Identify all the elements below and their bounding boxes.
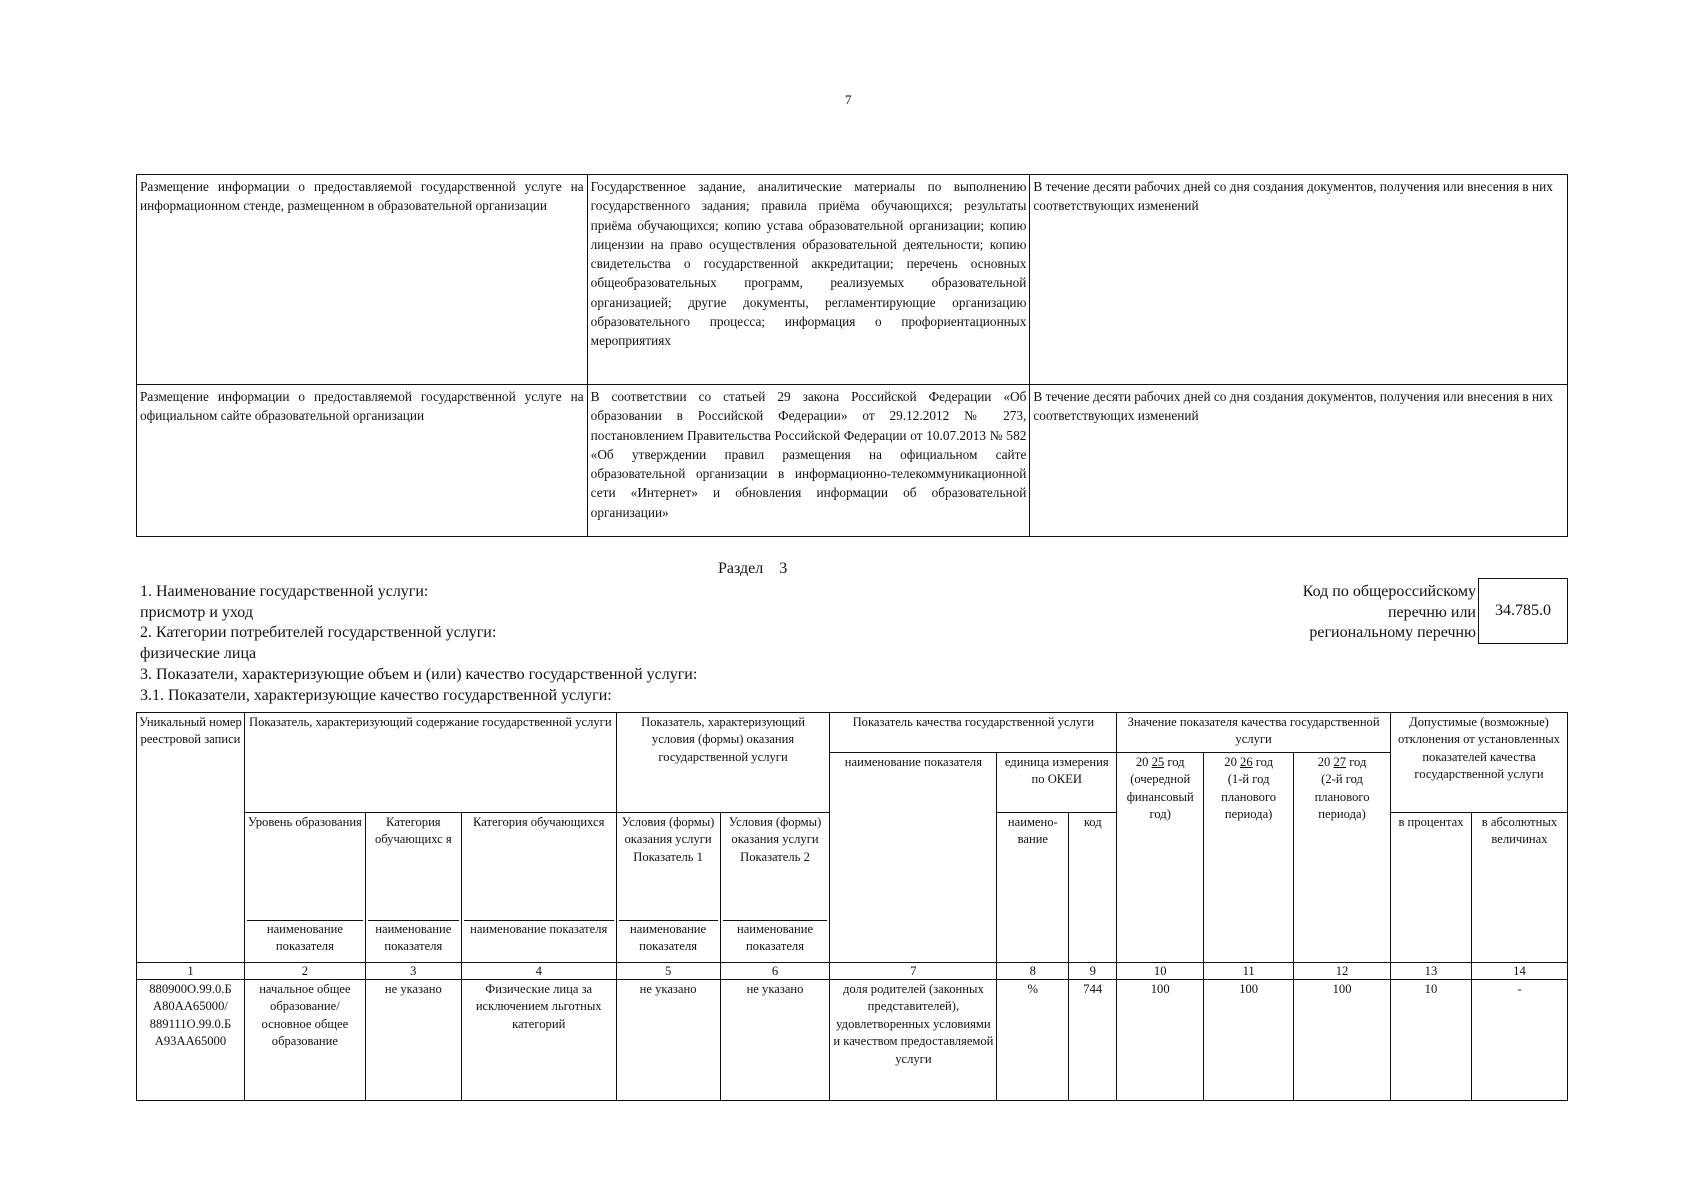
table-row (137, 175, 1568, 385)
condition2-subheader: Условия (формы) оказания услуги Показатель 2 наименование показателя (720, 813, 830, 963)
value3-cell: 100 (1294, 980, 1391, 1101)
content-indicator-header: Показатель, характеризующий содержание государственной услуги (244, 713, 616, 813)
conditions-indicator-header: Показатель, характеризующий условия (формы) оказания государственной услуги (616, 713, 830, 813)
deviation-header: Допустимые (возможные) отклонения от установленных показателей качества государственной услуги (1391, 713, 1568, 813)
category2-cell: Физические лица за исключением льготных категорий (461, 980, 616, 1101)
unit-code-subheader: код (1069, 813, 1117, 963)
quality-values-header: Значение показателя качества государственной услуги (1117, 713, 1391, 753)
year1-header: 20 25 год (очередной финансовый год) (1117, 753, 1204, 963)
consumer-category-value: физические лица (140, 645, 257, 663)
unit-name-cell: % (997, 980, 1069, 1101)
indicator-cell: доля родителей (законных представителей), удовлетворенных условиями и качеством предоставляемой услуги (830, 980, 997, 1101)
section-lines (140, 582, 697, 706)
quality-indicators-heading: 3.1. Показатели, характеризующие качество государственной услуги: (140, 686, 612, 704)
section-title: Раздел 3 (718, 560, 788, 577)
category1-subheader: Категория обучающихс я наименование показателя (365, 813, 461, 963)
quality-indicator-header: Показатель качества государственной услуги (830, 713, 1117, 753)
year2-header: 20 26 год (1-й год планового периода) (1204, 753, 1294, 963)
absolute-subheader: в абсолютных величинах (1471, 813, 1567, 963)
deviation-absolute-cell: - (1471, 980, 1567, 1101)
placement-content-cell: В соответствии со статьей 29 закона Российской Федерации «Об образовании в Российской Федерации» от 29.12.2012 № 273, постановлением Правительства Российской Федерации от 10.07.2013 № 582 «Об утверждении правил размещения на официальном сайте образовательной организации в информационно-телекоммуникационной сети «Интернет» и обновления информации об образовательной организации» (587, 385, 1030, 537)
condition1-subheader: Условия (формы) оказания услуги Показатель 1 наименование показателя (616, 813, 720, 963)
level-cell: начальное общее образование/ основное общее образование (244, 980, 365, 1101)
unit-code-cell: 744 (1069, 980, 1117, 1101)
condition2-cell: не указано (720, 980, 830, 1101)
quality-indicators-table (136, 712, 1568, 1101)
header-row (137, 713, 1568, 753)
placement-method-cell: Размещение информации о предоставляемой государственной услуге на информационном стенде, размещенном в образовательной организации (137, 175, 588, 385)
registry-code-value: 34.785.0 (1495, 602, 1551, 619)
unit-name-subheader: наимено-вание (997, 813, 1069, 963)
indicators-heading: 3. Показатели, характеризующие объем и (или) качество государственной услуги: (140, 665, 698, 683)
table-row (137, 980, 1568, 1101)
value1-cell: 100 (1117, 980, 1204, 1101)
condition1-cell: не указано (616, 980, 720, 1101)
placement-frequency-cell: В течение десяти рабочих дней со дня создания документов, получения или внесения в них соответствующих изменений (1030, 175, 1568, 385)
placement-method-cell: Размещение информации о предоставляемой государственной услуге на официальном сайте образовательной организации (137, 385, 588, 537)
registry-code-box (1478, 578, 1568, 644)
registry-code-label: Код по общероссийскому перечню или региональному перечню (1302, 583, 1476, 642)
consumer-category-label: 2. Категории потребителей государственной услуги: (140, 624, 497, 642)
year3-header: 20 27 год (2-й год планового периода) (1294, 753, 1391, 963)
category2-subheader: Категория обучающихся наименование показателя (461, 813, 616, 963)
info-placement-table (136, 174, 1568, 537)
indicator-name-header: наименование показателя (830, 753, 997, 963)
unit-header: единица измерения по ОКЕИ (997, 753, 1117, 813)
table-row (137, 385, 1568, 537)
deviation-percent-cell: 10 (1391, 980, 1472, 1101)
page-number: 7 (845, 92, 852, 107)
service-name-value: присмотр и уход (140, 603, 253, 621)
registry-header: Уникальный номер реестровой записи (137, 713, 245, 963)
category1-cell: не указано (365, 980, 461, 1101)
value2-cell: 100 (1204, 980, 1294, 1101)
column-numbers-row: 1 2 3 4 5 6 7 8 9 10 11 12 13 14 (137, 963, 1568, 980)
level-subheader: Уровень образования наименование показателя (244, 813, 365, 963)
service-name-label: 1. Наименование государственной услуги: (140, 583, 429, 600)
placement-frequency-cell: В течение десяти рабочих дней со дня создания документов, получения или внесения в них соответствующих изменений (1030, 385, 1568, 537)
registry-cell: 880900О.99.0.Б А80АА65000/ 889111О.99.0.Б А93АА65000 (137, 980, 245, 1101)
percent-subheader: в процентах (1391, 813, 1472, 963)
placement-content-cell: Государственное задание, аналитические материалы по выполнению государственного задания; правила приёма обучающихся; результаты приёма обучающихся; копию устава образовательной организации; копию лицензии на право осуществления образовательной деятельности; копию свидетельства о государственной аккредитации; перечень основных общеобразовательных программ, реализуемых образовательной организацией; другие документы, регламентирующие организацию образовательного процесса; информация о профориентационных мероприятиях (587, 175, 1030, 385)
